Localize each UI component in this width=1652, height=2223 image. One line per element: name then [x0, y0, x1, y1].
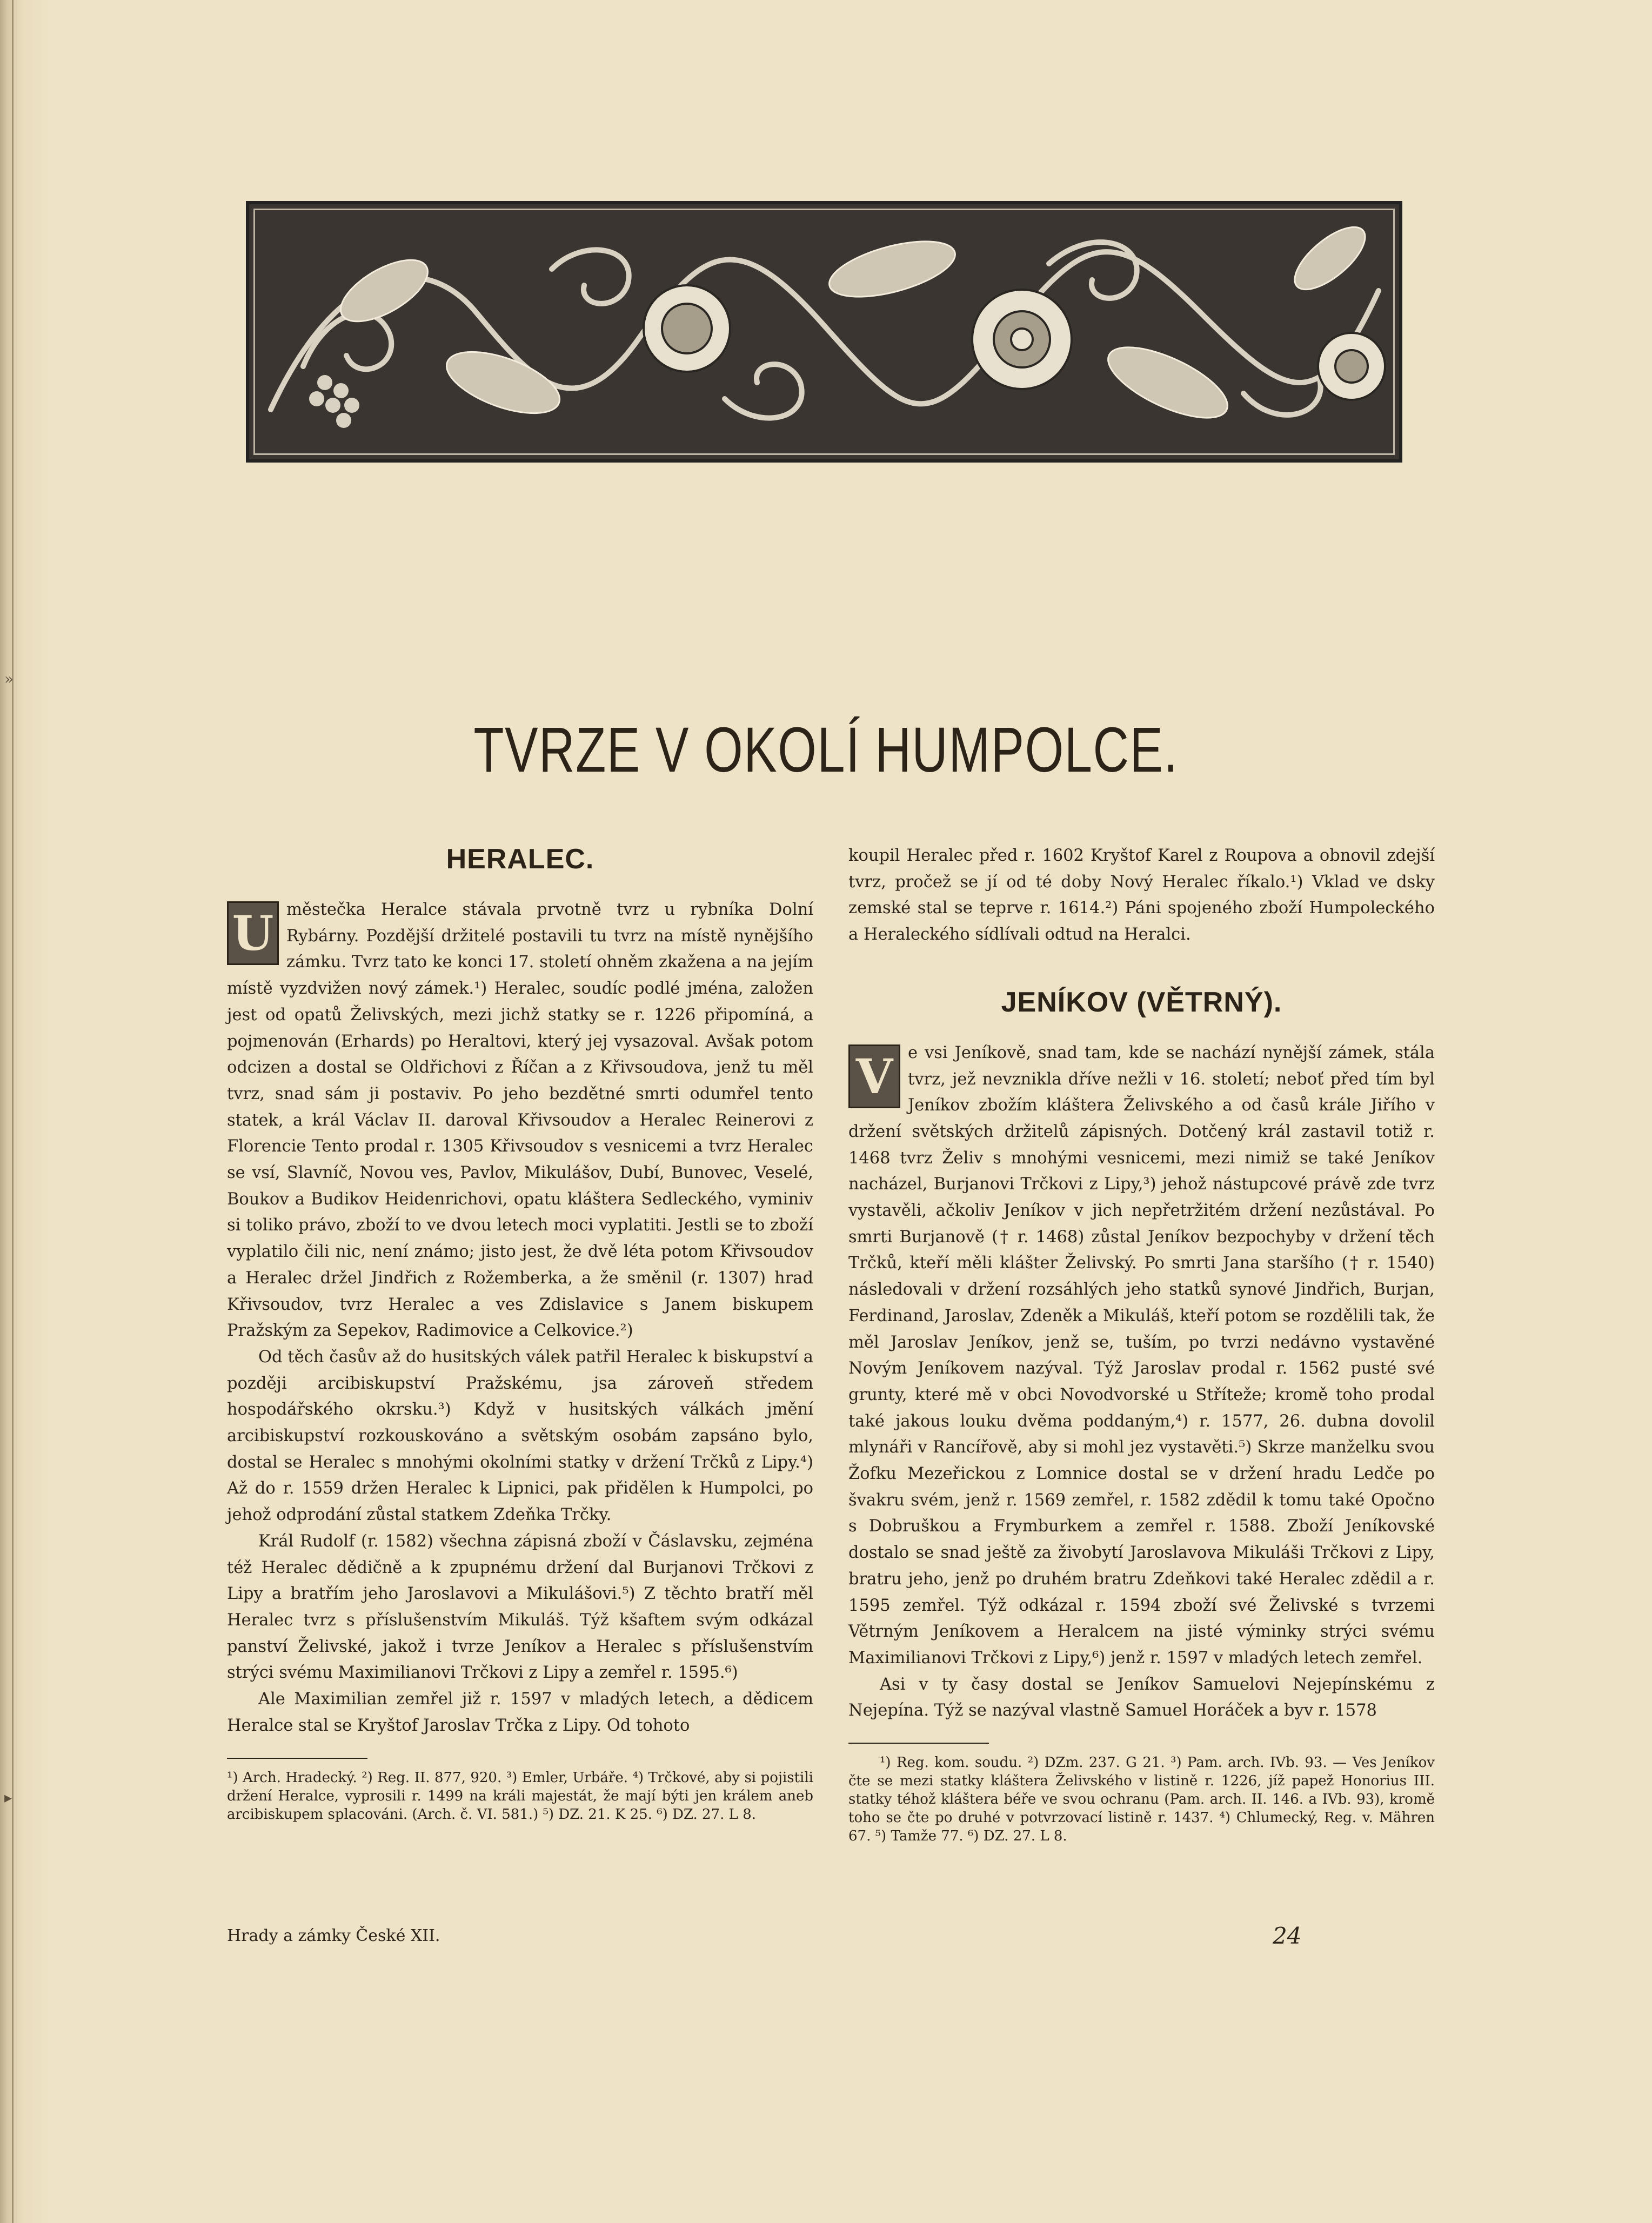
- footnote-rule: [848, 1743, 989, 1744]
- paragraph-text: městečka Heralce stávala prvotně tvrz u rybníka Dolní Rybárny. Pozdější držitelé postavili tu tvrz na místě nynějšího zámku. Tvrz tato ke konci 17. století ohněm zkažena a na jejím místě vyzdvižen nový zámek.¹) Heralec, soudíc podlé jména, založen jest od opatů Želivských, mezi jichž statky se r. 1226 připomíná, a pojmenován (Erhards) po Heraltovi, který jej vysazoval. Avšak potom odcizen a dostal se Oldřichovi z Říčan a z Křivsoudova, jenž tu měl tvrz, snad sám ji postaviv. Po jeho bezdětné smrti odumřel tento statek, a král Václav II. daroval Křivsoudov a Heralec Reinerovi z Florencie Tento prodal r. 1305 Křivsoudov s vesnicemi a tvrz Heralec se vsí, Slavníč, Novou ves, Pavlov, Mikulášov, Dubí, Bunovec, Veselé, Boukov a Budikov Heidenrichovi, opatu kláštera Sedleckého, vyminiv si toliko právo, zboží to ve dvou letech moci vyplatiti. Jestli se to zboží vyplatilo čili nic, není známo; jisto jest, že dvě léta potom Křivsoudov a Heralec držel Jindřich z Rožemberka, a že směnil (r. 1307) hrad Křivsoudov, tvrz Heralec a ves Zdislavice s Janem biskupem Pražským za Sepekov, Radimovice a Celkovice.²): [227, 900, 813, 1341]
- dropcap: U: [227, 901, 279, 965]
- page-number: 24: [1273, 1923, 1302, 1949]
- section-heading-heralec: HERALEC.: [446, 843, 594, 875]
- left-column: [227, 838, 813, 1824]
- margin-mark: ▸: [4, 1789, 12, 1806]
- footnotes: ¹) Arch. Hradecký. ²) Reg. II. 877, 920. ³) Emler, Urbáře. ⁴) Trčkové, aby si pojistili držení Heralce, vyprosili r. 1499 na králi majestát, že mají býti jen králem aneb arcibiskupem splacováni. (Arch. č. VI. 581.) ⁵) DZ. 21. K 25. ⁶) DZ. 27. L 8.: [227, 1769, 813, 1823]
- paragraph: [227, 897, 813, 1344]
- section-heading-jenikov: JENÍKOV (VĚTRNÝ).: [1001, 986, 1282, 1018]
- footer-signature: Hrady a zámky České XII.: [227, 1926, 440, 1945]
- dropcap: V: [848, 1044, 900, 1108]
- footnote-rule: [227, 1758, 367, 1759]
- footnotes: ¹) Reg. kom. soudu. ²) DZm. 237. G 21. ³) Pam. arch. IVb. 93. — Ves Jeníkov čte se mezi statky kláštera Želivského v listině r. 1226, jíž papež Honorius III. statky téhož kláštera béře ve svou ochranu (Pam. arch. II. 146. a IVb. 93), kromě toho se čte po druhé v potvrzovací listině r. 1437. ⁴) Chlumecký, Reg. v. Mähren 67. ⁵) Tamže 77. ⁶) DZ. 27. L 8.: [848, 1755, 1435, 1845]
- page-title: TVRZE V OKOLÍ HUMPOLCE.: [473, 714, 1179, 786]
- paragraph: [848, 1040, 1435, 1672]
- paragraph-text: e vsi Jeníkově, snad tam, kde se nachází nynější zámek, stála tvrz, jež nevznikla dříve nežli v 16. století; neboť před tím byl Jeníkov zbožím kláštera Želivského a od časů krále Jiřího v držení světských držitelů zápisných. Dotčený král zastavil totiž r. 1468 tvrz Želiv s mnohými vesnicemi, mezi nimiž se také Jeníkov nacházel, Burjanovi Trčkovi z Lipy,³) jehož nástupcové právě zde tvrz vystavěli, ačkoliv Jeníkov v jich nepřetržitém držení nezůstával. Po smrti Burjanově († r. 1468) zůstal Jeníkov bezpochyby v držení těch Trčků, kteří měli klášter Želivský. Po smrti Jana staršího († r. 1540) následovali v držení rozsáhlých jeho statků synové Jindřich, Burjan, Ferdinand, Jaroslav, Zdeněk a Mikuláš, kteří potom se rozdělili tak, že měl Jaroslav Jeníkov, jenž se, tuším, po tvrzi nedávno vystavěné Novým Jeníkovem nazýval. Týž Jaroslav prodal r. 1562 pusté své grunty, které mě v obci Novodvorské u Střítežе; kromě toho prodal také jakous louku dvěma poddaným,⁴) r. 1577, 26. dubna dovolil mlynáři v Rancířově, aby si mohl jez vystavěti.⁵) Skrze manželku svou Žofku Mezeřickou z Lomnice dostal se v držení hradu Ledče po švakru svém, jenž r. 1569 zemřel, r. 1582 zdědil k tomu také Opočno s Dobruškou a Frymburkem a zemřel r. 1588. Zboží Jeníkovské dostalo se snad ještě za živobytí Jaroslavova Mikuláši Trčkovi z Lipy, bratru jeho, jenž po druhém bratru Zdeňkovi také Heralec zdědil a r. 1595 zemřel. Týž odkázal r. 1594 zboží své Želivské s tvrzemi Větrným Jeníkovem a Heralcem na jisté výminky strýci svému Maximilianovi Trčkovi z Lipy,⁶) jenž r. 1597 v mladých letech zemřel.: [848, 1043, 1435, 1668]
- binding-gutter: [12, 0, 14, 2223]
- paragraph: koupil Heralec před r. 1602 Kryštof Karel z Roupova a obnovil zdejší tvrz, pročež se jí od té doby Nový Heralec říkalo.¹) Vklad ve dsky zemské stal se teprve r. 1614.²) Páni spojeného zboží Humpoleckého a Heraleckého sídlívali odtud na Heralci.: [848, 846, 1435, 945]
- margin-mark: »: [4, 670, 14, 688]
- paragraph: Král Rudolf (r. 1582) všechna zápisná zboží v Čáslavsku, zejména též Heralec dědičně a k zpupnému držení dal Burjanovi Trčkovi z Lipy a bratřím jeho Jaroslavovi a Mikulášovi.⁵) Z těchto bratří měl Heralec tvrz s příslušenstvím Mikuláš. Týž kšaftem svým odkázal panství Želivské, jakož i tvrze Jeníkov a Heralec s příslušenstvím strýci svému Maximilianovi Trčkovi z Lipy a zemřel r. 1595.⁶): [227, 1531, 813, 1683]
- right-column: [848, 843, 1435, 1845]
- ornamental-header-band: [246, 201, 1402, 463]
- paragraph: Ale Maximilian zemřel již r. 1597 v mladých letech, a dědicem Heralce stal se Kryštof Jaroslav Trčka z Lipy. Od tohoto: [227, 1690, 813, 1735]
- paragraph: Od těch časův až do husitských válek patřil Heralec k biskupství a později arcibiskupství Pražskému, jsa zároveň středem hospodářského okrsku.³) Když v husitských válkách jmění arcibiskupství rozkouskováno a světským osobám zapsáno bylo, dostal se Heralec s mnohými okolními statky v držení Trčků z Lipy.⁴) Až do r. 1559 držen Heralec k Lipnici, pak přidělen k Humpolci, po jehož odprodání zůstal statkem Zdeňka Trčky.: [227, 1347, 813, 1525]
- paragraph: Asi v ty časy dostal se Jeníkov Samuelovi Nejepínskému z Nejepína. Týž se nazýval vlastně Samuel Horáček a byv r. 1578: [848, 1675, 1435, 1720]
- floral-ornament-icon: [249, 204, 1399, 459]
